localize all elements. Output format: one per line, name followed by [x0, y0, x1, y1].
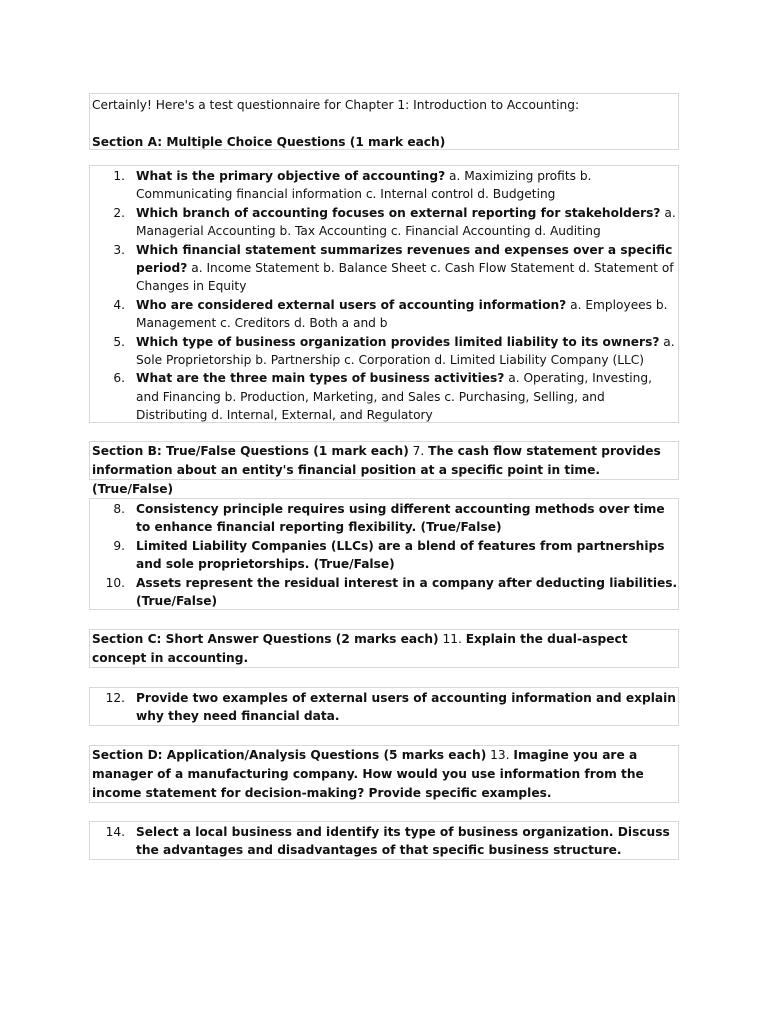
list-item	[90, 333, 678, 370]
section-b-heading-block	[89, 441, 679, 496]
list-item	[90, 241, 678, 296]
question-number: 14.	[105, 825, 125, 839]
question-options: a. Operating, Investing, and Financing b. Production, Marketing, and Sales c. Purchasing, Selling, and Distributing d. Internal, External, and Regulatory	[136, 371, 653, 423]
question-text: What are the three main types of business activities?	[136, 371, 505, 386]
question-number: 6.	[113, 371, 125, 386]
question-text: Imagine you are a manager of a manufacturing company. How would you use information from the income statement for decision-making? Provide specific examples.	[92, 748, 644, 800]
question-text: Assets represent the residual interest in a company after deducting liabilities. (True/False)	[136, 575, 678, 609]
list-item	[90, 204, 678, 241]
question-number: 8.	[113, 502, 125, 516]
section-c-heading: Section C: Short Answer Questions (2 marks each)	[92, 632, 439, 646]
question-options: a. Sole Proprietorship b. Partnership c. Corporation d. Limited Liability Company (LLC)	[136, 334, 675, 368]
section-d-heading-block	[89, 745, 679, 803]
question-text: Which type of business organization provides limited liability to its owners?	[136, 334, 660, 349]
question-text: What is the primary objective of accounting?	[136, 169, 446, 183]
question-number: 11.	[438, 632, 466, 646]
question-text: Consistency principle requires using different accounting methods over time to enhance financial reporting flexibility. (True/False)	[136, 502, 665, 535]
question-number: 5.	[113, 334, 125, 349]
question-text: Limited Liability Companies (LLCs) are a blend of features from partnerships and sole proprietorships. (True/False)	[136, 538, 665, 572]
question-text: Which financial statement summarizes revenues and expenses over a specific period?	[136, 242, 673, 276]
list-item	[90, 537, 678, 574]
list-item	[90, 823, 678, 860]
question-options: a. Maximizing profits b. Communicating financial information c. Internal control d. Budgeting	[136, 169, 592, 202]
question-number: 3.	[113, 242, 125, 257]
question-number: 7.	[408, 444, 429, 458]
list-item	[90, 574, 678, 611]
list-item	[90, 500, 678, 537]
question-options: a. Managerial Accounting b. Tax Accounting c. Financial Accounting d. Auditing	[136, 205, 676, 239]
section-a-list	[89, 165, 679, 423]
question-number: 10.	[105, 575, 125, 590]
section-c-heading-block	[89, 629, 679, 668]
section-a-heading: Section A: Multiple Choice Questions (1 mark each)	[92, 135, 446, 149]
question-text: Explain the dual-aspect concept in accounting.	[92, 632, 628, 665]
section-b-list	[89, 498, 679, 610]
question-text: The cash flow statement provides information about an entity's financial position at a specific point in time. (True/False)	[92, 444, 661, 496]
question-text: Provide two examples of external users of accounting information and explain why they need financial data.	[136, 691, 676, 724]
section-d-list	[89, 821, 679, 860]
document-page	[89, 93, 679, 860]
question-number: 1.	[113, 169, 125, 183]
question-options: a. Income Statement b. Balance Sheet c. Cash Flow Statement d. Statement of Changes in Equity	[136, 261, 674, 294]
question-number: 13.	[486, 748, 514, 762]
section-b-heading: Section B: True/False Questions (1 mark each)	[92, 444, 409, 458]
question-number: 9.	[113, 538, 125, 553]
question-text: Select a local business and identify its type of business organization. Discuss the advantages and disadvantages of that specific business structure.	[136, 825, 670, 858]
question-number: 4.	[113, 297, 125, 312]
question-text: Which branch of accounting focuses on external reporting for stakeholders?	[136, 205, 661, 220]
section-d-heading: Section D: Application/Analysis Questions (5 marks each)	[92, 748, 487, 762]
question-number: 2.	[113, 205, 125, 220]
question-number: 12.	[105, 691, 125, 705]
intro-block	[89, 93, 679, 150]
section-c-list	[89, 687, 679, 726]
list-item	[90, 369, 678, 424]
list-item	[90, 296, 678, 333]
question-text: Who are considered external users of accounting information?	[136, 297, 567, 312]
question-options: a. Employees b. Management c. Creditors d. Both a and b	[136, 297, 668, 331]
intro-text: Certainly! Here's a test questionnaire for Chapter 1: Introduction to Accounting:	[92, 98, 580, 112]
list-item	[90, 167, 678, 204]
list-item	[90, 689, 678, 726]
